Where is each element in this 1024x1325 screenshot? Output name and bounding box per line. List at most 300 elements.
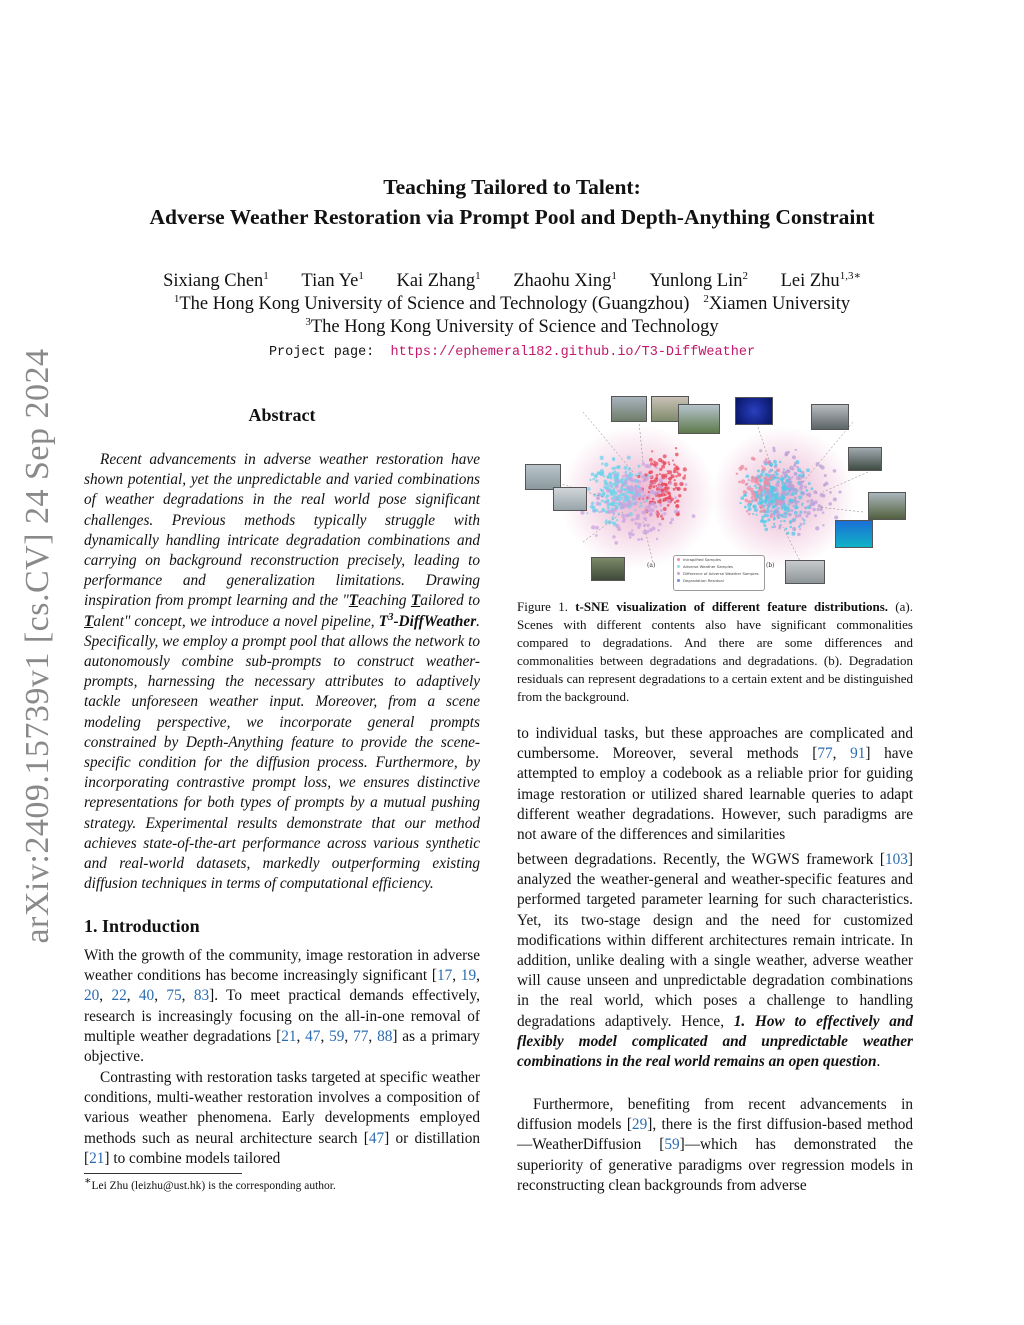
scatter-point [627,491,629,493]
scatter-point [804,507,806,509]
scatter-point [799,481,803,485]
scatter-point [834,515,838,519]
scatter-point [641,511,644,514]
scatter-point [773,515,775,517]
scatter-point [788,513,792,517]
scatter-point [791,476,793,478]
scatter-point [806,468,810,472]
scatter-point [610,475,612,477]
scatter-point [822,524,824,526]
scatter-point [668,492,671,495]
scatter-point [683,467,687,471]
scatter-point [806,515,809,518]
scatter-point [661,465,665,469]
scatter-point [587,487,591,491]
scatter-point [774,496,777,499]
scatter-point [618,465,620,467]
scatter-point [833,497,837,501]
scatter-point [794,499,797,502]
scene-thumbnail [848,447,882,471]
legend-entry: Degradation Residual [674,577,764,584]
scatter-point [658,491,661,494]
scatter-point [661,514,663,516]
scatter-point [592,478,595,481]
scatter-point [675,447,677,449]
figure-legend [673,555,765,591]
scatter-point [650,490,654,494]
scatter-point [591,472,595,476]
scatter-point [643,501,645,503]
scatter-point [663,461,666,464]
scatter-point [655,512,657,514]
scatter-point [796,466,799,469]
scatter-point [673,488,676,491]
scatter-point [743,494,745,496]
legend-swatch [677,572,680,575]
scatter-point [623,466,627,470]
scatter-point [798,525,801,528]
figure-1-tsne [523,392,907,588]
scatter-point [601,462,604,465]
scatter-point [775,499,779,503]
scatter-point [593,510,596,513]
citation-link[interactable]: 59 [329,1027,345,1045]
scatter-point [652,498,655,501]
scatter-point [611,503,614,506]
scatter-point [748,507,752,511]
scatter-point [804,511,807,514]
citation-link[interactable]: 75 [166,987,182,1005]
scatter-point [651,450,653,452]
scatter-point [748,513,751,516]
scatter-point [631,529,633,531]
citation-link[interactable]: 40 [138,987,155,1005]
citation-link[interactable]: 21 [281,1027,297,1045]
scatter-point [764,500,766,502]
scatter-point [649,512,653,516]
scatter-point [788,476,790,478]
scatter-point [656,538,658,540]
scatter-point [668,477,670,479]
project-page-link[interactable]: https://ephemeral182.github.io/T3-DiffWeather [390,345,756,360]
scatter-point [652,502,656,506]
scatter-point [656,474,659,477]
scatter-point [796,506,799,509]
scatter-point [596,502,600,506]
scatter-point [633,502,637,506]
citation-link[interactable]: 77 [817,745,833,763]
scatter-point [604,486,607,489]
scatter-point [784,492,787,495]
scene-thumbnail [591,557,625,581]
citation-link[interactable]: 29 [631,1116,648,1134]
scatter-point [625,484,627,486]
scatter-point [780,520,782,522]
scatter-point [775,483,779,487]
scatter-point [829,491,832,494]
scatter-point [758,492,761,495]
scatter-point [630,485,633,488]
scene-thumbnail [835,520,873,548]
right-paragraph-1: to individual tasks, but these approaches are complicated and cumbersome. Moreover, several methods [77, 91] have attempted to employ a codebook as a reliable prior for guiding image restoration or utilized shared learnable queries to adapt different weather degradations. However, such paradigms are not aware of the differences and similarities [517,725,913,844]
citation-link[interactable]: 88 [377,1027,393,1045]
abstract-heading: Abstract [248,405,316,425]
scatter-point [681,483,683,485]
footnote-divider [84,1173,242,1174]
scatter-point [789,494,791,496]
scatter-point [675,475,677,477]
scatter-point [647,464,651,468]
scatter-point [752,504,756,508]
scatter-point [663,507,667,511]
scatter-point [674,496,677,499]
citation-link[interactable]: 77 [353,1027,369,1045]
scatter-point [767,483,771,487]
scatter-point [637,538,640,541]
scatter-point [769,475,773,479]
scatter-point [685,483,688,486]
scatter-point [620,493,624,497]
citation-link[interactable]: 17 [437,967,453,985]
scatter-point [604,462,608,466]
scatter-point [661,517,664,520]
scatter-point [785,453,788,456]
scatter-point [789,526,792,529]
scatter-point [781,486,784,489]
scatter-point [751,496,754,499]
scatter-point [767,518,770,521]
author-list [0,270,1024,293]
scatter-point [828,502,832,506]
scatter-point [606,494,609,497]
scatter-point [820,493,824,497]
scatter-point [759,478,763,482]
scatter-point [672,459,674,461]
scatter-point [655,505,658,508]
citation-link[interactable]: 103 [884,851,908,868]
scatter-point [746,475,750,479]
author: Sixiang Chen$^1$ [163,269,269,291]
scatter-point [614,505,616,507]
scatter-point [631,495,634,498]
scatter-point [602,509,605,512]
scatter-point [768,502,772,506]
scatter-point [671,518,674,521]
scatter-point [800,523,803,526]
scatter-point [611,467,614,470]
scatter-point [774,465,777,468]
scatter-point [813,490,817,494]
citation-link[interactable]: 59 [664,1136,680,1154]
scatter-point [667,499,671,503]
scatter-point [612,514,614,516]
scatter-point [639,486,642,489]
scene-thumbnail [553,487,587,511]
scatter-point [795,449,797,451]
scatter-point [678,494,681,497]
scatter-point [637,480,641,484]
arxiv-side-stamp: arXiv:2409.15739v1 [cs.CV] 24 Sep 2024 [19,348,56,944]
figure-label-a: (a) [647,562,656,569]
scatter-point [788,478,792,482]
author: Kai Zhang$^1$ [396,269,481,291]
scatter-point [759,510,761,512]
scatter-point [676,466,679,469]
figure-label-b: (b) [766,562,775,569]
scatter-point [794,511,798,515]
scatter-point [816,462,820,466]
scatter-point [630,477,633,480]
scatter-point [674,501,676,503]
scatter-point [610,477,612,479]
scatter-point [786,485,789,488]
scatter-point [779,461,782,464]
scene-thumbnail [611,396,647,422]
scatter-point [606,489,610,493]
scatter-point [645,510,648,513]
scatter-point [655,477,657,479]
scatter-point [660,509,663,512]
scene-thumbnail [811,404,849,430]
scatter-point [665,477,667,479]
scene-thumbnail [735,397,773,425]
scatter-point [647,504,651,508]
scatter-point [754,485,757,488]
scatter-point [595,479,598,482]
scatter-point [797,533,801,537]
scatter-point [761,516,764,519]
scatter-point [780,477,784,481]
scatter-point [785,527,788,530]
citation-link[interactable]: 83 [193,987,210,1005]
legend-swatch [677,565,680,568]
scatter-point [692,514,696,518]
scatter-point [762,521,765,524]
scatter-point [744,506,747,509]
scatter-point [788,481,791,484]
scatter-point [626,486,629,489]
right-paragraph-2: between degradations. Recently, the WGWS framework [103] analyzed the weather-general and weather-specific features and performed targeted parameter learning for such characteristics. Yet, its two-stage design and the need for customized modifications within different architectures remain intricate. In addition, unlike dealing with a single weather, adverse weather will cause unseen and unpredictable degradation combinations in the real world, which poses a challenge to handling degradations adaptively. Hence, 1. How to effectively and flexibly model complicated and unpredictable weather combinations in the real world remains an open question. [517,851,914,1071]
scatter-point [674,482,678,486]
scatter-point [655,466,658,469]
scatter-point [740,496,744,500]
scatter-point [624,480,628,484]
scatter-point [665,486,668,489]
scatter-point [668,461,670,463]
scatter-point [669,521,672,524]
scatter-point [676,499,679,502]
scatter-point [757,469,760,472]
scatter-point [759,475,762,478]
scatter-point [740,465,744,469]
scatter-point [807,511,811,515]
scatter-point [674,510,678,514]
author: Tian Ye$^1$ [301,269,364,291]
scatter-point [739,502,741,504]
scatter-point [812,502,815,505]
scatter-point [640,505,642,507]
scatter-point [649,475,651,477]
scatter-point [783,505,787,509]
scatter-point [783,472,787,476]
scatter-point [806,493,809,496]
scatter-point [664,483,667,486]
legend-entry: Difference of Adverse Weather Samples [674,570,764,577]
scatter-point [810,487,813,490]
citation-link[interactable]: 22 [111,987,127,1005]
scatter-point [614,470,617,473]
scatter-point [761,465,763,467]
scatter-point [788,490,792,494]
scatter-point [815,526,819,530]
scatter-point [663,491,666,494]
scatter-point [591,525,595,529]
scatter-point [625,471,627,473]
scatter-point [784,482,787,485]
scatter-point [646,523,650,527]
citation-link[interactable]: 19 [460,967,477,985]
scatter-point [746,510,749,513]
scatter-point [776,514,780,518]
scatter-point [783,513,785,515]
scatter-point [652,485,655,488]
scatter-point [762,509,766,513]
scatter-point [778,527,781,530]
scatter-point [802,492,806,496]
scatter-point [773,523,775,525]
scatter-point [771,526,773,528]
scatter-point [762,467,766,471]
scatter-point [623,498,627,502]
intro-heading: 1. Introduction [84,916,200,936]
citation-link[interactable]: 21 [89,1149,105,1167]
scatter-point [776,473,779,476]
scatter-point [801,518,803,520]
citation-link[interactable]: 47 [368,1129,385,1147]
scatter-point [637,526,640,529]
scatter-point [781,481,784,484]
scatter-point [796,476,800,480]
scatter-point [663,454,667,458]
scatter-point [649,528,653,532]
scatter-point [661,474,665,478]
footnote: ∗Lei Zhu (leizhu@ust.hk) is the corresponding author. [84,1175,336,1192]
scatter-point [644,479,646,481]
scatter-point [754,498,757,501]
scatter-point [787,451,790,454]
scatter-point [804,486,807,489]
scatter-point [634,518,636,520]
legend-entry: Intraplified Samples [674,556,764,563]
scatter-point [833,469,837,473]
citation-link[interactable]: 20 [84,987,100,1005]
paper-title [0,172,1024,232]
scatter-point [763,524,766,527]
scatter-point [744,467,747,470]
scatter-point [653,464,656,467]
scatter-point [799,511,802,514]
scatter-point [648,491,651,494]
scatter-point [752,513,754,515]
scatter-point [677,473,681,477]
scatter-point [624,496,627,499]
scatter-point [629,536,632,539]
figure-caption: Figure 1. t-SNE visualization of different feature distributions. (a). Scenes with different contents also have significant commonalities compared to degradations. And there are some differences and commonalities between degradations and degradations. (b). Degradation residuals can represent degradations to a certain extent and be distinguished from the background. [517,599,913,705]
scatter-point [745,483,748,486]
scatter-point [650,470,654,474]
scatter-point [667,504,670,507]
scatter-point [773,525,776,528]
open-question: 1. How to effectively and flexibly model complicated and unpredictable weather combinations in the real world remains an open question [517,1012,914,1071]
scatter-point [619,489,623,493]
scatter-point [768,470,771,473]
scatter-point [765,458,768,461]
scatter-point [596,496,599,499]
scatter-point [644,494,647,497]
scatter-point [668,463,670,465]
scatter-point [615,479,619,483]
scatter-point [600,456,604,460]
scatter-point [622,475,625,478]
scatter-point [659,494,662,497]
scatter-point [620,481,622,483]
scatter-point [752,457,755,460]
scatter-point [775,511,777,513]
scatter-point [772,500,774,502]
scatter-point [663,512,666,515]
author: Lei Zhu$^{1,3∗}$ [780,269,861,291]
scatter-point [639,471,642,474]
scatter-point [748,479,750,481]
scatter-point [616,524,620,528]
scatter-point [609,481,612,484]
scatter-point [775,508,778,511]
abstract-body: Recent advancements in adverse weather restoration have shown potential, yet the unpredictable and varied combinations of weather degradations in the real world pose significant challenges. Previous methods typically struggle with dynamically handling intricate degradation combinations and carrying on background reconstruction precisely, leading to performance and generalization limitations. Drawing inspiration from prompt learning and the "Teaching Tailored to Talent" concept, we introduce a novel pipeline, $T^3$-DiffWeather. Specifically, we employ a prompt pool that allows the network to autonomously combine sub-prompts to construct weather-prompts, harnessing the necessary attributes to adaptively tackle unforeseen weather input. Moreover, from a scene modeling perspective, we incorporate general prompts constrained by Depth-Anything feature to provide the scene-specific condition for the diffusion process. Furthermore, by incorporating contrastive prompt loss, we ensures distinctive representations for both types of prompts by a mutual pushing strategy. Experimental results demonstrate that our method achieves state-of-the-art performance across various synthetic and real-world datasets, markedly outperforming existing diffusion techniques in terms of computational efficiency. [84,451,480,893]
scatter-point [772,447,775,450]
scatter-point [610,485,612,487]
scatter-point [684,474,686,476]
scatter-point [647,494,650,497]
project-page-label: Project page: [268,345,375,360]
scatter-point [792,527,796,531]
scatter-point [634,522,637,525]
scatter-point [838,491,841,494]
scatter-point [663,498,667,502]
citation-link[interactable]: 91 [850,745,866,763]
scatter-point [824,483,827,486]
scatter-point [791,488,795,492]
scatter-point [634,485,637,488]
scatter-point [795,515,798,518]
scatter-point [648,497,650,499]
scatter-point [678,510,680,512]
scatter-point [641,475,645,479]
scatter-point [669,482,672,485]
scatter-point [638,495,642,499]
scatter-point [600,488,602,490]
scatter-point [786,508,790,512]
scatter-point [594,475,597,478]
scatter-point [806,489,809,492]
scatter-point [770,463,773,466]
scatter-point [676,504,679,507]
scatter-point [619,501,621,503]
legend-swatch [677,579,680,582]
scatter-point [781,475,783,477]
scatter-point [774,488,778,492]
scatter-point [741,479,745,483]
citation-link[interactable]: 47 [305,1027,321,1045]
